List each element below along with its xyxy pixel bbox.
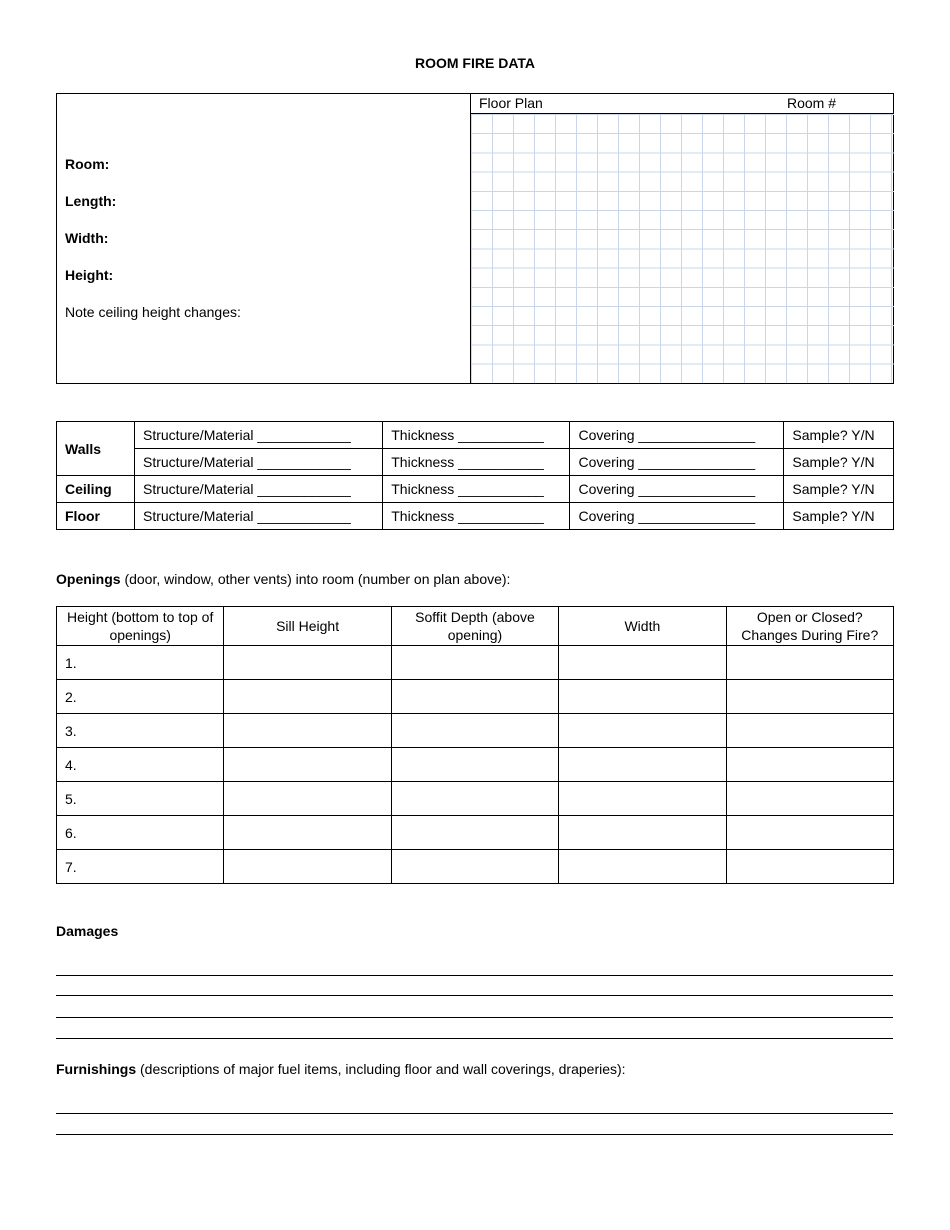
table-cell[interactable]: [559, 816, 726, 850]
table-cell[interactable]: [726, 782, 893, 816]
floor-plan-header: [471, 94, 894, 114]
table-row: [57, 782, 894, 816]
structure-cell[interactable]: Structure/Material ____________: [135, 503, 383, 530]
table-row: [57, 503, 894, 530]
category-cell: Ceiling: [57, 476, 135, 503]
openings-table: [56, 606, 894, 884]
table-cell[interactable]: [559, 680, 726, 714]
table-cell[interactable]: [391, 850, 558, 884]
table-cell[interactable]: [559, 714, 726, 748]
table-cell[interactable]: [391, 782, 558, 816]
row-number: 6.: [57, 816, 224, 850]
table-row: [57, 449, 894, 476]
table-header-row: [57, 607, 894, 646]
table-cell[interactable]: [391, 646, 558, 680]
damages-line[interactable]: [56, 995, 893, 996]
structure-cell[interactable]: Structure/Material ____________: [135, 422, 383, 449]
floor-plan-grid[interactable]: [471, 114, 894, 383]
sample-cell[interactable]: Sample? Y/N: [784, 503, 894, 530]
room-dimensions: [65, 94, 465, 383]
furnishings-label-desc: (descriptions of major fuel items, including floor and wall coverings, draperies):: [136, 1061, 626, 1077]
table-cell[interactable]: [224, 748, 391, 782]
table-cell[interactable]: [391, 680, 558, 714]
floor-plan: [470, 94, 894, 383]
covering-cell[interactable]: Covering _______________: [570, 503, 784, 530]
covering-cell[interactable]: Covering _______________: [570, 422, 784, 449]
thickness-cell[interactable]: Thickness ___________: [383, 449, 570, 476]
table-cell[interactable]: [224, 850, 391, 884]
height-label: Height:: [65, 267, 114, 283]
structure-cell[interactable]: Structure/Material ____________: [135, 476, 383, 503]
table-row: [57, 816, 894, 850]
row-number: 7.: [57, 850, 224, 884]
table-row: [57, 680, 894, 714]
openings-label-bold: Openings: [56, 571, 121, 587]
ceiling-note-label: Note ceiling height changes:: [65, 304, 241, 320]
damages-line[interactable]: [56, 1038, 893, 1039]
damages-line[interactable]: [56, 1017, 893, 1018]
column-header: Height (bottom to top of openings): [57, 607, 224, 646]
width-label: Width:: [65, 230, 109, 246]
table-cell[interactable]: [726, 748, 893, 782]
table-row: [57, 476, 894, 503]
table-row: [57, 850, 894, 884]
table-cell[interactable]: [224, 714, 391, 748]
table-row: [57, 714, 894, 748]
table-cell[interactable]: [224, 646, 391, 680]
room-number-label: Room #: [787, 95, 837, 111]
table-cell[interactable]: [391, 748, 558, 782]
sample-cell[interactable]: Sample? Y/N: [784, 449, 894, 476]
furnishings-line[interactable]: [56, 1113, 893, 1114]
furnishings-label: [56, 1061, 626, 1077]
thickness-cell[interactable]: Thickness ___________: [383, 476, 570, 503]
table-cell[interactable]: [559, 782, 726, 816]
table-cell[interactable]: [726, 816, 893, 850]
table-cell[interactable]: [559, 850, 726, 884]
covering-cell[interactable]: Covering _______________: [570, 476, 784, 503]
openings-label-desc: (door, window, other vents) into room (number on plan above):: [120, 571, 511, 587]
category-cell: Floor: [57, 503, 135, 530]
room-label: Room:: [65, 156, 110, 172]
room-info-box: [56, 93, 894, 384]
sample-cell[interactable]: Sample? Y/N: [784, 422, 894, 449]
table-row: [57, 646, 894, 680]
table-row: [57, 422, 894, 449]
column-header: Soffit Depth (above opening): [391, 607, 558, 646]
table-cell[interactable]: [726, 680, 893, 714]
column-header: Open or Closed? Changes During Fire?: [726, 607, 893, 646]
table-cell[interactable]: [391, 816, 558, 850]
thickness-cell[interactable]: Thickness ___________: [383, 422, 570, 449]
table-cell[interactable]: [224, 782, 391, 816]
floor-plan-label: Floor Plan: [479, 95, 543, 111]
row-number: 3.: [57, 714, 224, 748]
openings-label: [56, 571, 510, 587]
table-cell[interactable]: [224, 680, 391, 714]
column-header: Sill Height: [224, 607, 391, 646]
table-cell[interactable]: [391, 714, 558, 748]
sample-cell[interactable]: Sample? Y/N: [784, 476, 894, 503]
furnishings-label-bold: Furnishings: [56, 1061, 137, 1077]
table-cell[interactable]: [726, 646, 893, 680]
table-cell[interactable]: [559, 646, 726, 680]
structure-cell[interactable]: Structure/Material ____________: [135, 449, 383, 476]
table-row: [57, 748, 894, 782]
table-cell[interactable]: [726, 850, 893, 884]
table-cell[interactable]: [559, 748, 726, 782]
row-number: 4.: [57, 748, 224, 782]
covering-cell[interactable]: Covering _______________: [570, 449, 784, 476]
damages-label: Damages: [56, 923, 119, 939]
table-cell[interactable]: [726, 714, 893, 748]
thickness-cell[interactable]: Thickness ___________: [383, 503, 570, 530]
materials-table: [56, 421, 894, 530]
row-number: 5.: [57, 782, 224, 816]
column-header: Width: [559, 607, 726, 646]
page-title: ROOM FIRE DATA: [414, 55, 536, 71]
row-number: 2.: [57, 680, 224, 714]
damages-line[interactable]: [56, 975, 893, 976]
length-label: Length:: [65, 193, 117, 209]
table-cell[interactable]: [224, 816, 391, 850]
category-cell: Walls: [57, 422, 135, 476]
row-number: 1.: [57, 646, 224, 680]
furnishings-line[interactable]: [56, 1134, 893, 1135]
